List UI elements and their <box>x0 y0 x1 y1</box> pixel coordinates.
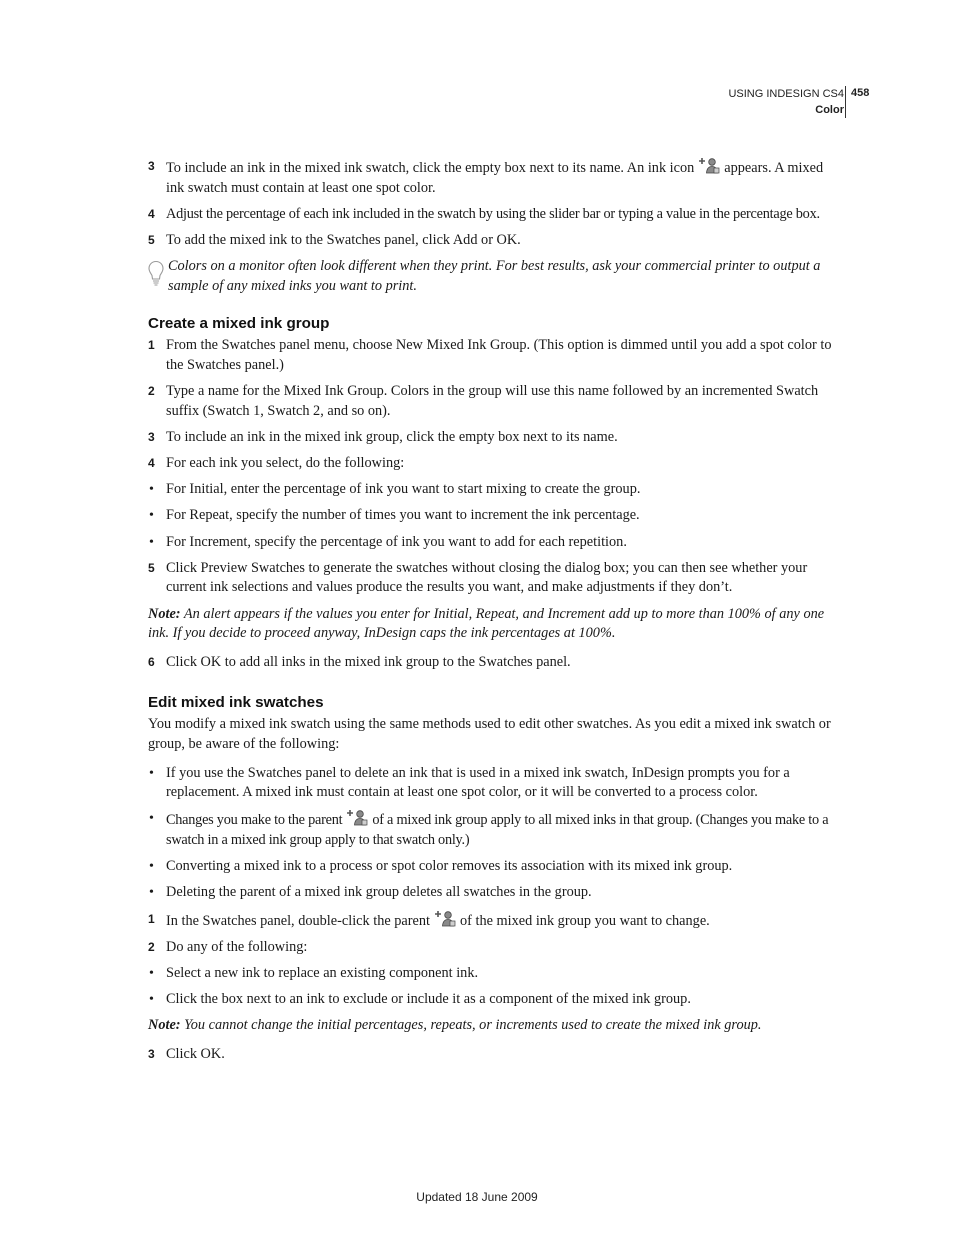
list-item <box>148 533 844 553</box>
bullet-marker: • <box>149 992 154 1008</box>
bullet-text: Select a new ink to replace an existing component ink. <box>166 964 479 981</box>
bullet-text: Converting a mixed ink to a process or spot color removes its association with its mixed ink group. <box>166 858 733 875</box>
step-number: 5 <box>148 232 155 247</box>
list-item <box>148 857 844 877</box>
parent-ink-icon <box>346 809 368 826</box>
bullet-text: For Initial, enter the percentage of ink you want to start mixing to create the group. <box>166 481 641 498</box>
bullet-marker: • <box>149 811 154 827</box>
step-text: Click Preview Swatches to generate the swatches without closing the dialog box; you can then see whether your current ink selections and values produce the results you want, and make adjustments if they don’t. <box>166 559 808 596</box>
step-number: 2 <box>148 384 155 399</box>
step-text-cont: of the mixed ink group you want to change. <box>460 912 710 929</box>
group-step-5 <box>148 559 844 598</box>
group-step-6 <box>148 653 844 673</box>
note-label: Note: <box>148 1017 181 1034</box>
bullet-marker: • <box>149 885 154 901</box>
step-number: 4 <box>148 456 155 471</box>
step-3-include-ink <box>148 157 844 198</box>
bullet-marker: • <box>149 482 154 498</box>
bullet-text: If you use the Swatches panel to delete an ink that is used in a mixed ink swatch, InDesign prompts you for a replacement. A mixed ink must contain at least one spot color, or it will be converted to a process color. <box>166 764 790 801</box>
bullet-marker: • <box>149 965 154 981</box>
step-text: To include an ink in the mixed ink swatch, click the empty box next to its name. An ink icon <box>166 160 695 176</box>
step-number: 1 <box>148 338 155 353</box>
note-text: An alert appears if the values you enter for Initial, Repeat, and Increment add up to more than 100% of any one ink. If you decide to proceed anyway, InDesign caps the ink percentages at 100%. <box>148 605 825 642</box>
book-title: USING INDESIGN CS4 <box>728 88 844 100</box>
step-number: 1 <box>148 911 155 926</box>
page-footer: Updated 18 June 2009 <box>416 1190 538 1204</box>
bullet-marker: • <box>149 534 154 550</box>
step-number: 5 <box>148 560 155 575</box>
step-5-add-mixed-ink <box>148 231 844 251</box>
step-number: 2 <box>148 939 155 954</box>
lightbulb-icon <box>147 260 165 288</box>
list-item <box>148 964 844 984</box>
bullet-text: Changes you make to the parent <box>166 812 343 829</box>
chapter-title: Color <box>815 104 844 116</box>
group-step-3 <box>148 428 844 448</box>
header-divider <box>845 86 846 118</box>
bullet-marker: • <box>149 508 154 524</box>
list-item <box>148 764 844 803</box>
step-text: To include an ink in the mixed ink group, click the empty box next to its name. <box>166 428 618 445</box>
section-intro: You modify a mixed ink swatch using the same methods used to edit other swatches. As you edit a mixed ink swatch or group, be aware of the following: <box>148 716 831 752</box>
step-text: For each ink you select, do the following: <box>166 455 405 472</box>
step-text: Click OK to add all inks in the mixed ink group to the Swatches panel. <box>166 653 571 670</box>
step-text: Type a name for the Mixed Ink Group. Colors in the group will use this name followed by an incremented Swatch suffix (Swatch 1, Swatch 2, and so on). <box>166 383 819 419</box>
group-step-4 <box>148 454 844 474</box>
note-text: You cannot change the initial percentages, repeats, or increments used to create the mixed ink group. <box>184 1017 762 1034</box>
step-text: Do any of the following: <box>166 938 308 955</box>
edit-step-2 <box>148 938 844 958</box>
step-number: 6 <box>148 654 155 669</box>
step-text: In the Swatches panel, double-click the parent <box>166 912 430 929</box>
tip-box <box>148 257 844 296</box>
bullet-text: For Increment, specify the percentage of ink you want to add for each repetition. <box>166 533 627 550</box>
group-step-1 <box>148 336 844 375</box>
bullet-text-cont: of a mixed ink group apply to all mixed inks in that group. (Changes you make to a swatch in a mixed ink group apply to that swatch only.) <box>166 812 829 848</box>
edit-step-1 <box>148 910 844 932</box>
step-number: 4 <box>148 206 155 221</box>
page-number: 458 <box>851 87 870 99</box>
list-item <box>148 883 844 903</box>
list-item <box>148 506 844 526</box>
note-alert <box>148 605 844 644</box>
step-4-adjust-percentage <box>148 205 844 225</box>
bullet-text: For Repeat, specify the number of times you want to increment the ink percentage. <box>166 507 640 524</box>
step-text: Adjust the percentage of each ink included in the swatch by using the slider bar or typing a value in the percentage box. <box>166 205 820 222</box>
note-cannot-change <box>148 1016 844 1036</box>
step-number: 3 <box>148 429 155 444</box>
step-number: 3 <box>148 1046 155 1061</box>
section-heading-create-group: Create a mixed ink group <box>148 315 330 333</box>
section-heading-edit-swatches: Edit mixed ink swatches <box>148 694 324 712</box>
ink-icon <box>698 157 720 174</box>
bullet-text: Deleting the parent of a mixed ink group deletes all swatches in the group. <box>166 884 592 901</box>
list-item <box>148 809 844 850</box>
bullet-marker: • <box>149 765 154 781</box>
edit-step-3 <box>148 1045 844 1065</box>
tip-text: Colors on a monitor often look different when they print. For best results, ask your commercial printer to output a sample of any mixed inks you want to print. <box>168 258 821 294</box>
step-text: From the Swatches panel menu, choose New Mixed Ink Group. (This option is dimmed until you add a spot color to the Swatches panel.) <box>166 337 832 373</box>
step-text-cont: appears. A mixed ink swatch must contain at least one spot color. <box>166 160 824 196</box>
list-item <box>148 480 844 500</box>
bullet-marker: • <box>149 859 154 875</box>
step-text: Click OK. <box>166 1045 225 1062</box>
page-content <box>148 157 844 1071</box>
group-step-2 <box>148 382 844 421</box>
bullet-text: Click the box next to an ink to exclude or include it as a component of the mixed ink group. <box>166 991 691 1008</box>
step-number: 3 <box>148 159 155 173</box>
running-header <box>728 86 844 118</box>
note-label: Note: <box>148 605 181 622</box>
step-text: To add the mixed ink to the Swatches panel, click Add or OK. <box>166 231 521 248</box>
list-item <box>148 990 844 1010</box>
parent-ink-icon <box>434 910 456 927</box>
